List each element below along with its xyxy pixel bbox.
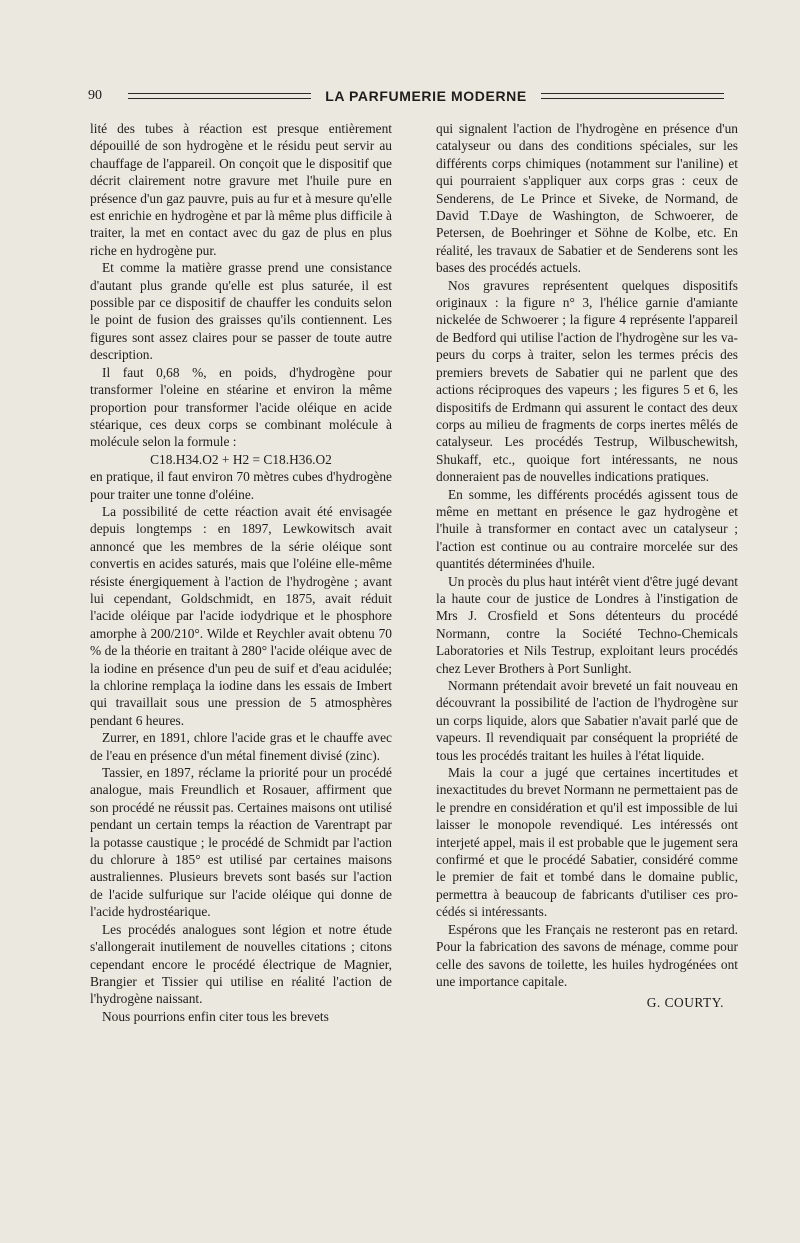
journal-title: LA PARFUMERIE MODERNE [325, 88, 527, 104]
page-header [88, 86, 738, 106]
paragraph: Nous pourrions enfin citer tous les brevets [102, 1008, 329, 1024]
paragraph: En somme, les différents procédés agissent tous de même en mettant en présence le gaz hydrogène et l'huile à transformer en contact avec un catalyseur ; l'action est continue ou au contraire morcelée sur des quantités déterminées d'huile. [436, 486, 738, 572]
page-number: 90 [88, 88, 102, 103]
paragraph: lité des tubes à réaction est presque entièrement dépouillé de son hydrogène et le résidu peut servir au chauffage de l'appareil. On conçoit que le dispositif que décrit clairement notre gravure met l'huile pure en présence d'un gaz pauvre, puis au fur et à mesure qu'elle est enrichie en hydrogène et par là même plus difficile à traiter, la met en contact avec du gaz de plus en plus riche en hydrogène pur. [90, 121, 392, 258]
paragraph: qui signalent l'action de l'hydrogène en présence d'un catalyseur ou dans des conditions spéciales, sur les différents corps chimiques (notamment sur l'aniline) et qui pourraient s'appliquer aux corps gras : ceux de Senderens, de Le Prince et Siveke, de Normand, de David T.Daye de Washington, de Schwoerer, de Petersen, de Boehringer et Söhne de Kolbe, etc. En réalité, les travaux de Sabatier et de Senderens sont les bases des procédés actuels. [436, 121, 738, 276]
left-column [90, 120, 392, 1025]
header-rule-right [541, 93, 724, 99]
paragraph: Tassier, en 1897, réclame la priorité pour un procédé analogue, mais Freundlich et Rosauer, affirment que son procédé ne réussit pas. Certaines maisons ont utilisé pendant un certain temps la réaction de Varentrapt par la potasse caustique ; le procédé de Schmidt par l'action du chlorure à 185° est utilisé par certaines maisons australiennes. Plusieurs brevets sont basés sur l'action de l'acide sulfurique sur l'acide oléique qui donne de l'acide hydrostéarique. [90, 765, 392, 920]
paragraph: en pratique, il faut environ 70 mètres cubes d'hydrogène pour traiter une tonne d'oléine. [90, 469, 392, 502]
header-rule-left [128, 93, 311, 99]
paragraph: Nos gravures représentent quelques dispositifs originaux : la figure n° 3, l'hélice garnie d'amiante nickelée de Schwoerer ; la figure 4 représente l'appareil de Bedford qui utilise l'action de l'hydrogène sur les vapeurs du corps à traiter, selon les termes précis des premiers brevets de Sabatier qui ne parlent que des actions réciproques des vapeurs ; les figures 5 et 6, les dispositifs de Erdmann qui assurent le contact des deux corps au milieu de fragments de corps inertes mêlés de catalyseur. Les procédés Testrup, Wilbuschewitsh, Shukaff, etc., quoique fort intéressants, ne nous donneraient pas de nouvelles indications pratiques. [436, 277, 738, 485]
paragraph: Espérons que les Français ne resteront pas en retard. Pour la fabrication des savons de ménage, comme pour celle des savons de toilette, les huiles hydrogénées ont une importance capitale. [436, 921, 738, 989]
paragraph: La possibilité de cette réaction avait été envisagée depuis longtemps : en 1897, Lewkowitsch avait annoncé que les membres de la série oléique sont convertis en acides saturés, mais que l'oléine elle-même résiste énergiquement à l'action de l'hydrogène ; avant lui cependant, Goldschmidt, en 1875, avait réduit l'acide oléique par l'acide iodydrique et le phosphore amorphe à 200/210°. Wilde et Reychler avait obtenu 70 % de la théorie en traitant à 280° l'acide oléique avec de la iodine en présence d'un peu de suif et d'eau acidulée; la chlorine remplaça la iodine dans les essais de Imbert qui travaillait sous une pression de 5 atmosphères pendant 6 heures. [90, 503, 392, 728]
paragraph: Normann prétendait avoir breveté un fait nouveau en découvrant la possibilité de l'action de l'hydrogène sur un corps liquide, alors que Sabatier n'avait parlé que de vapeurs. Il revendiquait par conséquent la propriété de tous les procédés traitant les huiles à l'état liquide. [436, 678, 738, 763]
paragraph: Mais la cour a jugé que certaines incertitudes et inexactitudes du brevet Normann ne permettaient pas de le prendre en considération et qu'il est impossible de lui laisser le monopole revendiqué. Les intéressés ont interjeté appel, mais il est probable que le jugement sera confirmé et que le procédé Sabatier, considéré comme le premier de fait et tombé dans le domaine public, permettra à beaucoup de fabricants d'utiliser ces procédés si intéressants. [436, 765, 738, 920]
paragraph: Zurrer, en 1891, chlore l'acide gras et le chauffe avec de l'eau en présence d'un métal finement divisé (zinc). [90, 730, 392, 763]
chemical-formula: C18.H34.O2 + H2 = C18.H36.O2 [150, 451, 332, 467]
right-column [436, 120, 738, 1012]
paragraph: Un procès du plus haut intérêt vient d'être jugé devant la haute cour de justice de Londres à l'instigation de Mrs J. Crosfield et Sons détenteurs du procédé Normann, contre la Société Techno-Chemicals Laboratories et Nils Testrup, exploitant leurs procédés chez Lever Brothers à Port Sunlight. [436, 573, 738, 676]
paragraph: Les procédés analogues sont légion et notre étude s'allongerait inutilement de nouvelles citations ; citons cependant encore le procédé électrique de Magnier, Brangier et Tissier qui utilise en réalité l'action de l'hydrogène naissant. [90, 921, 392, 1007]
paragraph: Il faut 0,68 %, en poids, d'hydrogène pour transformer l'oleine en stéarine et environ la même proportion pour transformer l'acide oléique en acide stéarique, ces deux corps se combinant molécule à molécule selon la formule : [90, 364, 392, 450]
author-signature: G. COURTY. [646, 995, 724, 1011]
paragraph: Et comme la matière grasse prend une consistance d'autant plus grande qu'elle est plus saturée, il est possible par ce dispositif de chauffer les conduits selon le point de fusion des graisses qu'ils contiennent. Les figures sont assez claires pour se passer de toute autre description. [90, 260, 392, 363]
